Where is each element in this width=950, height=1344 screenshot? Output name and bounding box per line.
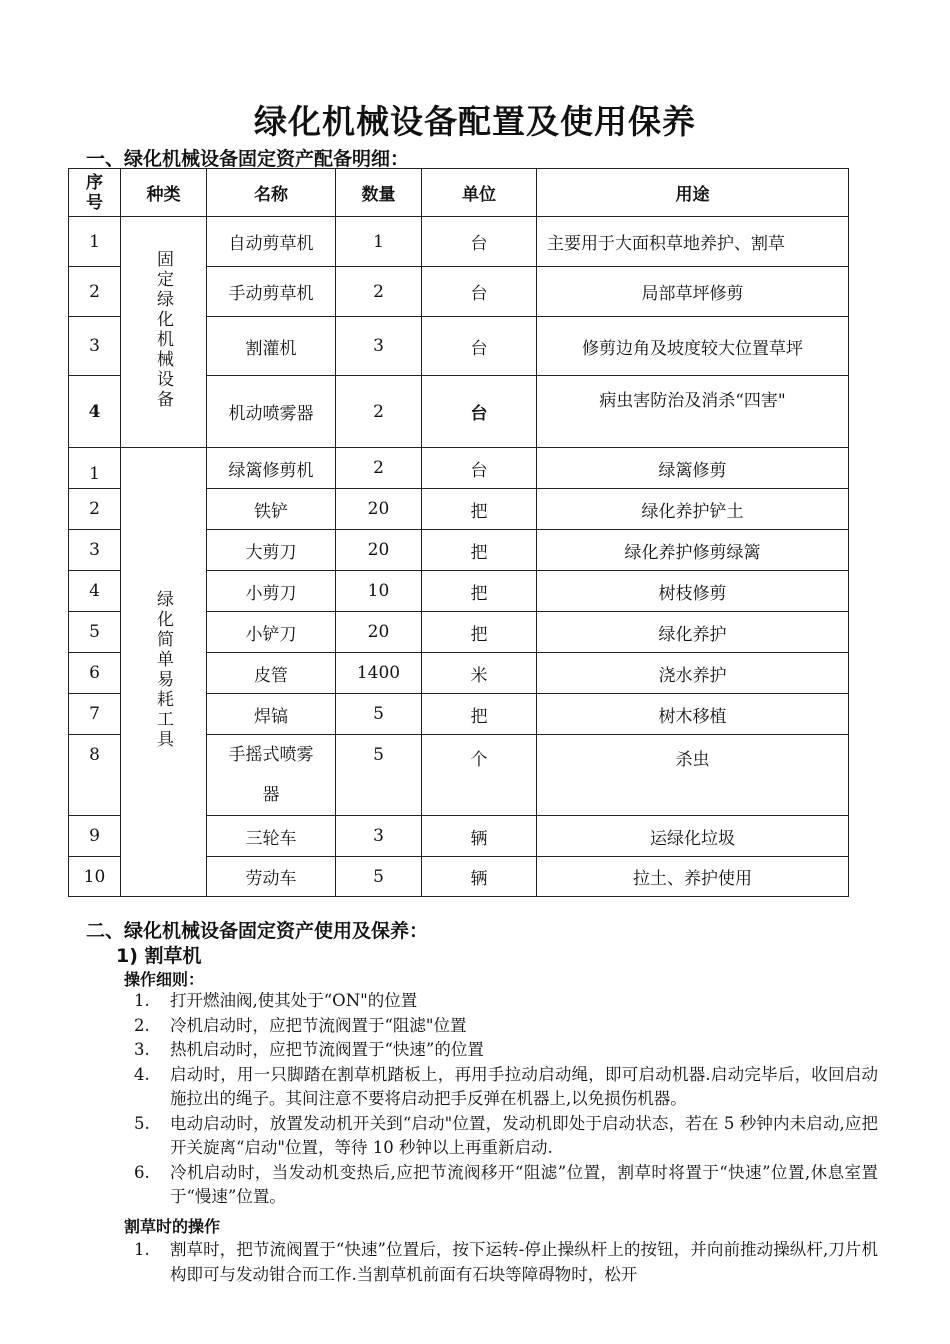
cell-qty: 5	[336, 735, 422, 816]
operation-steps-list	[130, 989, 878, 1210]
list-item: 3. 热机启动时，应把节流阀置于“快速”的位置	[134, 1040, 484, 1059]
cell-name: 三轮车	[207, 816, 336, 857]
table-row	[69, 448, 849, 489]
cell-qty: 2	[336, 376, 422, 448]
cell-unit: 台	[422, 267, 537, 317]
section-heading-1: 一、绿化机械设备固定资产配备明细：	[86, 148, 410, 170]
cell-use: 树木移植	[537, 694, 849, 735]
cell-qty: 2	[336, 448, 422, 489]
subsection-heading: 1) 割草机	[116, 945, 202, 967]
category-label: 绿化简单易耗工具	[153, 589, 173, 750]
cell-no: 10	[69, 857, 121, 897]
table-header-row	[69, 169, 849, 217]
cell-no: 4	[69, 376, 121, 448]
cell-name: 自动剪草机	[207, 217, 336, 267]
cell-name: 劳动车	[207, 857, 336, 897]
cell-unit: 米	[422, 653, 537, 694]
cell-qty: 5	[336, 694, 422, 735]
cell-qty: 20	[336, 612, 422, 653]
cell-name: 铁铲	[207, 489, 336, 530]
cell-use: 杀虫	[537, 735, 849, 816]
cell-qty: 3	[336, 317, 422, 376]
cell-name: 皮管	[207, 653, 336, 694]
cell-unit: 把	[422, 489, 537, 530]
cell-name: 小剪刀	[207, 571, 336, 612]
category-label: 固定绿化机械设备	[153, 249, 173, 410]
cell-qty: 5	[336, 857, 422, 897]
cell-unit: 台	[422, 317, 537, 376]
category-cell-consumable-tools	[121, 448, 207, 897]
list-item: 6. 冷机启动时，当发动机变热后,应把节流阀移开“阻滤”位置，割草时将置于“快速”位置,休息室置于“慢速”位置。	[134, 1162, 878, 1206]
cell-qty: 2	[336, 267, 422, 317]
header-qty: 数量	[336, 169, 422, 217]
cell-no: 7	[69, 694, 121, 735]
operation-details-heading: 操作细则：	[124, 970, 205, 989]
cell-unit: 个	[422, 735, 537, 816]
cell-unit: 台	[422, 448, 537, 489]
list-item: 1. 打开燃油阀,使其处于“ON"的位置	[134, 991, 418, 1010]
cell-use: 绿化养护修剪绿篱	[537, 530, 849, 571]
cell-unit: 辆	[422, 857, 537, 897]
header-category: 种类	[121, 169, 207, 217]
cell-unit: 把	[422, 571, 537, 612]
cell-qty: 3	[336, 816, 422, 857]
cell-no: 2	[69, 267, 121, 317]
cell-no: 3	[69, 317, 121, 376]
cell-use: 绿化养护铲土	[537, 489, 849, 530]
header-use: 用途	[537, 169, 849, 217]
cutting-operation-heading: 割草时的操作	[124, 1217, 221, 1236]
list-item: 5. 电动启动时，放置发动机开关到“启动"位置，发动机即处于启动状态，若在 5 秒钟内未启动,应把开关旋离“启动"位置，等待 10 秒钟以上再重新启动.	[134, 1113, 878, 1157]
cutting-steps-list	[130, 1238, 878, 1287]
cell-no: 3	[69, 530, 121, 571]
cell-qty: 10	[336, 571, 422, 612]
list-item: 4. 启动时，用一只脚踏在割草机踏板上，再用手拉动启动绳，即可启动机器.启动完毕后，收回启动施拉出的绳子。其间注意不要将启动把手反弹在机器上,以免损伤机器。	[134, 1064, 878, 1108]
cell-name: 焊镐	[207, 694, 336, 735]
equipment-table	[68, 168, 849, 897]
cell-unit: 辆	[422, 816, 537, 857]
list-item: 2. 冷机启动时，应把节流阀置于“阻滤"位置	[134, 1015, 467, 1035]
cell-no: 4	[69, 571, 121, 612]
list-item: 1. 割草时，把节流阀置于“快速”位置后，按下运转-停止操纵杆上的按钮，并向前推动操纵杆,刀片机构即可与发动钳合而工作.当割草机前面有石块等障碍物时，松开	[134, 1240, 878, 1284]
cell-use: 树枝修剪	[537, 571, 849, 612]
cell-use: 局部草坪修剪	[537, 267, 849, 317]
cell-name: 绿篱修剪机	[207, 448, 336, 489]
header-no: 序号	[69, 169, 121, 217]
cell-no: 1	[69, 448, 121, 489]
cell-unit: 台	[422, 376, 537, 448]
table-row	[69, 217, 849, 267]
cell-unit: 把	[422, 530, 537, 571]
cell-use: 浇水养护	[537, 653, 849, 694]
cell-qty: 20	[336, 530, 422, 571]
category-cell-fixed-equipment	[121, 217, 207, 448]
cell-unit: 台	[422, 217, 537, 267]
cell-qty: 1400	[336, 653, 422, 694]
cell-use: 修剪边角及坡度较大位置草坪	[537, 317, 849, 376]
cell-unit: 把	[422, 694, 537, 735]
cell-use: 绿篱修剪	[537, 448, 849, 489]
cell-use: 病虫害防治及消杀“四害"	[537, 376, 849, 448]
cell-no: 8	[69, 735, 121, 816]
cell-name: 手动剪草机	[207, 267, 336, 317]
cell-name: 机动喷雾器	[207, 376, 336, 448]
cell-name: 大剪刀	[207, 530, 336, 571]
cell-no: 9	[69, 816, 121, 857]
cell-use: 运绿化垃圾	[537, 816, 849, 857]
header-name: 名称	[207, 169, 336, 217]
cell-no: 6	[69, 653, 121, 694]
cell-no: 2	[69, 489, 121, 530]
cell-no: 5	[69, 612, 121, 653]
cell-qty: 1	[336, 217, 422, 267]
cell-name: 小铲刀	[207, 612, 336, 653]
document-title: 绿化机械设备配置及使用保养	[254, 102, 696, 141]
header-unit: 单位	[422, 169, 537, 217]
cell-qty: 20	[336, 489, 422, 530]
section-heading-2: 二、绿化机械设备固定资产使用及保养：	[86, 920, 429, 942]
cell-no: 1	[69, 217, 121, 267]
cell-name: 割灌机	[207, 317, 336, 376]
cell-use: 主要用于大面积草地养护、割草	[537, 217, 849, 267]
cell-use: 拉土、养护使用	[537, 857, 849, 897]
cell-use: 绿化养护	[537, 612, 849, 653]
cell-name: 手摇式喷雾器	[207, 735, 336, 816]
cell-unit: 把	[422, 612, 537, 653]
